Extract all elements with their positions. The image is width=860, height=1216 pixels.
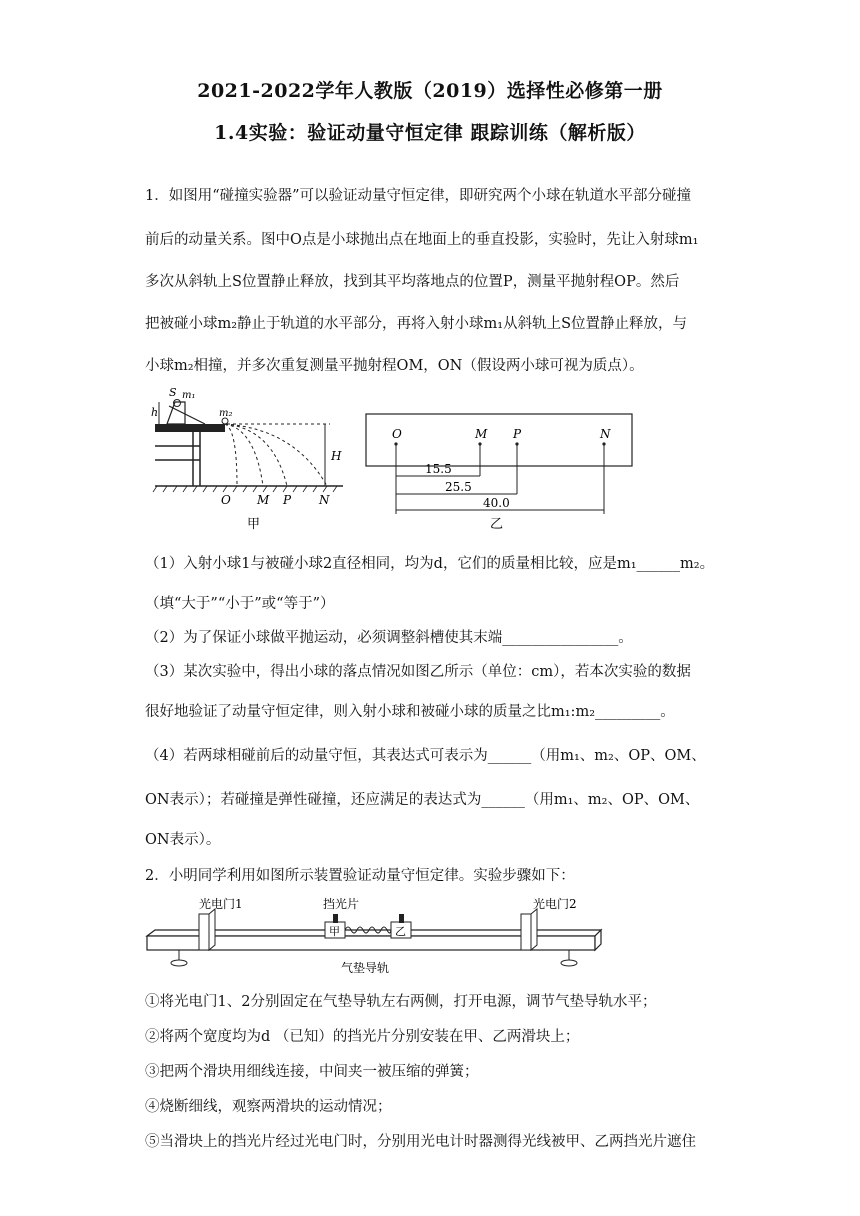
caption-yi: 乙 <box>490 517 504 532</box>
q1-sub-1-hint: （填“大于”“小于”或“等于”） <box>145 596 335 612</box>
q1-sub-1: （1）入射小球1与被碰小球2直径相同，均为d，它们的质量相比较，应是m₁______m₂。 <box>145 556 715 572</box>
label-N: N <box>319 493 330 507</box>
distance-op: 25.5 <box>445 480 472 494</box>
label-h: h <box>151 406 159 419</box>
q2-step-4: ④烧断细线，观察两滑块的运动情况； <box>145 1099 392 1115</box>
label-gate2: 光电门2 <box>533 897 577 911</box>
q2-step-1: ①将光电门1、2分别固定在气垫导轨左右两侧，打开电源，调节气垫导轨水平； <box>145 994 657 1010</box>
q1-line-3: 多次从斜轨上S位置静止释放，找到其平均落地点的位置P，测量平抛射程OP。然后 <box>145 274 680 290</box>
distance-on: 40.0 <box>483 496 510 510</box>
record-paper <box>366 414 632 466</box>
q1-line-1: 1．如图用“碰撞实验器”可以验证动量守恒定律，即研究两个小球在轨道水平部分碰撞 <box>145 188 692 204</box>
q2-step-3: ③把两个滑块用细线连接，中间夹一被压缩的弹簧； <box>145 1064 479 1080</box>
landing-points-figure <box>365 404 635 534</box>
label-O: O <box>221 493 231 507</box>
q1-line-4: 把被碰小球m₂静止于轨道的水平部分，再将入射小球m₁从斜轨上S位置静止释放，与 <box>145 316 688 332</box>
photogate-2 <box>521 914 531 950</box>
document-subtitle: 1.4实验：验证动量守恒定律 跟踪训练（解析版） <box>214 122 646 144</box>
label-m2: m₂ <box>219 408 233 419</box>
point-P: P <box>513 427 522 441</box>
slider-yi-label: 乙 <box>395 925 406 938</box>
slider-jia-label: 甲 <box>329 925 340 938</box>
label-rail: 气垫导轨 <box>341 961 390 975</box>
q1-sub-4-cont: ON表示）；若碰撞是弹性碰撞，还应满足的表达式为______（用m₁、m₂、OP、OM、 <box>145 792 700 808</box>
q1-sub-2: （2）为了保证小球做平抛运动，必须调整斜槽使其末端________________。 <box>145 630 633 646</box>
photogate-1 <box>199 914 209 950</box>
label-gate1: 光电门1 <box>199 897 243 911</box>
q1-line-2: 前后的动量关系。图中O点是小球抛出点在地面上的垂直投影，实验时，先让入射球m₁ <box>145 232 699 248</box>
q1-sub-3: （3）某次实验中，得出小球的落点情况如图乙所示（单位：cm），若本次实验的数据 <box>145 664 691 680</box>
q1-sub-4: （4）若两球相碰前后的动量守恒，其表达式可表示为______（用m₁、m₂、OP、OM、 <box>145 748 706 764</box>
point-M: M <box>475 427 488 441</box>
q1-sub-3-cont: 很好地验证了动量守恒定律，则入射小球和被碰小球的质量之比m₁:m₂_________。 <box>145 704 675 720</box>
track-horizontal <box>155 424 225 432</box>
label-m1: m₁ <box>182 390 196 401</box>
label-s: S <box>169 386 177 399</box>
label-P: P <box>283 493 292 507</box>
point-O: O <box>392 427 402 441</box>
point-N: N <box>600 427 611 441</box>
q1-line-5: 小球m₂相撞，并多次重复测量平抛射程OM，ON（假设两小球可视为质点）。 <box>145 358 644 374</box>
q2-step-5: ⑤当滑块上的挡光片经过光电门时，分别用光电计时器测得光线被甲、乙两挡光片遮住 <box>145 1134 696 1150</box>
label-M: M <box>257 493 270 507</box>
distance-om: 15.5 <box>425 462 452 476</box>
q1-sub-4-end: ON表示）。 <box>145 832 221 848</box>
air-track-figure <box>145 892 615 976</box>
q2-step-2: ②将两个宽度均为d （已知）的挡光片分别安装在甲、乙两滑块上； <box>145 1029 580 1045</box>
caption-jia: 甲 <box>247 517 261 532</box>
label-H: H <box>331 449 342 463</box>
q2-intro: 2．小明同学利用如图所示装置验证动量守恒定律。实验步骤如下： <box>145 868 575 884</box>
collision-apparatus-figure <box>145 384 355 534</box>
document-title: 2021-2022学年人教版（2019）选择性必修第一册 <box>197 80 663 102</box>
label-shutter: 挡光片 <box>323 897 360 911</box>
